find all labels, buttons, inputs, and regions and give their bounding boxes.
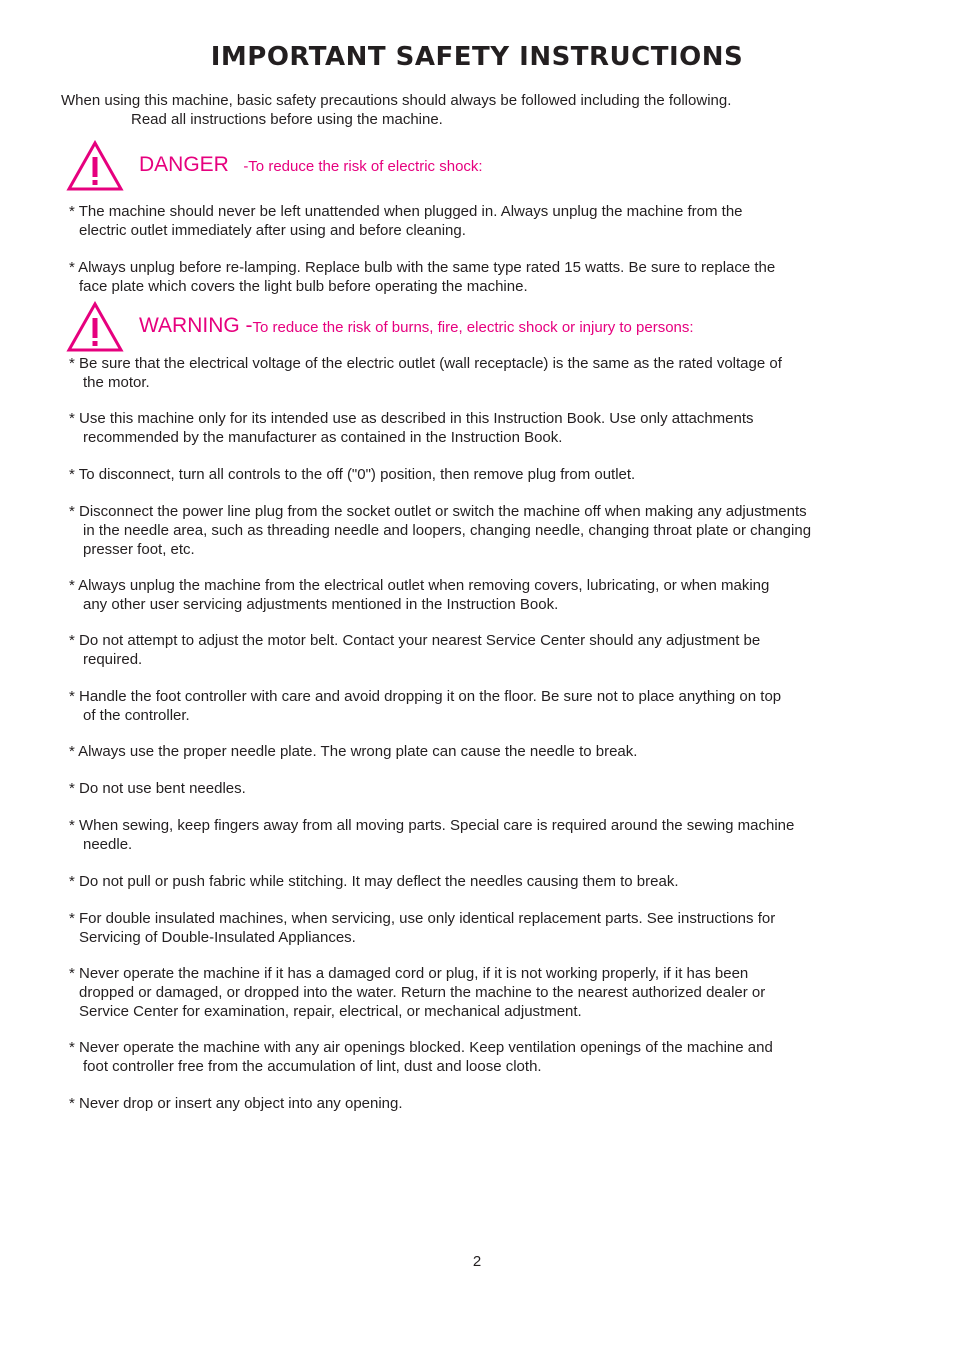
- warning-item: * For double insulated machines, when servicing, use only identical replacement parts. See instructions for Servicing of Double-Insulated Appliances.: [69, 910, 776, 946]
- warning-item: * Do not attempt to adjust the motor belt. Contact your nearest Service Center should any adjustment be required.: [69, 632, 761, 668]
- intro-line-1: When using this machine, basic safety precautions should always be followed including the following.: [61, 92, 732, 109]
- warning-item: * Never operate the machine if it has a damaged cord or plug, if it is not working properly, if it has been dropped or damaged, or dropped into the water. Return the machine to the nearest authorized dealer or Service Center for examination, repair, electrical, or mechanical adjustment.: [69, 965, 766, 1020]
- danger-subtitle: -To reduce the risk of electric shock:: [243, 158, 483, 175]
- warning-triangle-icon: [66, 301, 124, 353]
- danger-heading: [139, 153, 483, 177]
- warning-item: * Use this machine only for its intended use as described in this Instruction Book. Use only attachments recommended by the manufacturer as contained in the Instruction Book.: [69, 410, 754, 446]
- danger-item: * Always unplug before re-lamping. Replace bulb with the same type rated 15 watts. Be sure to replace the face plate which covers the light bulb before operating the machine.: [69, 259, 776, 295]
- warning-item: * Be sure that the electrical voltage of the electric outlet (wall receptacle) is the same as the rated voltage of the motor.: [69, 355, 782, 391]
- danger-label: DANGER: [139, 153, 229, 176]
- intro-line-2: Read all instructions before using the machine.: [131, 111, 443, 128]
- warning-item: * Do not pull or push fabric while stitching. It may deflect the needles causing them to break.: [69, 873, 679, 890]
- warning-item: * Disconnect the power line plug from the socket outlet or switch the machine off when making any adjustments in the needle area, such as threading needle and loopers, changing needle, changing throat plate or changing presser foot, etc.: [69, 503, 812, 558]
- warning-item: * Handle the foot controller with care and avoid dropping it on the floor. Be sure not to place anything on top of the controller.: [69, 688, 782, 724]
- warning-item: * Do not use bent needles.: [69, 780, 246, 797]
- page-number: 2: [472, 1253, 482, 1270]
- page-title: IMPORTANT SAFETY INSTRUCTIONS: [210, 42, 744, 72]
- danger-item: * The machine should never be left unattended when plugged in. Always unplug the machine from the electric outlet immediately after using and before cleaning.: [69, 203, 743, 239]
- warning-item: * Always use the proper needle plate. The wrong plate can cause the needle to break.: [69, 743, 638, 760]
- warning-item: * Never drop or insert any object into any opening.: [69, 1095, 403, 1112]
- warning-label: WARNING -: [139, 314, 253, 337]
- warning-item: * Never operate the machine with any air openings blocked. Keep ventilation openings of the machine and foot controller free from the accumulation of lint, dust and loose cloth.: [69, 1039, 773, 1075]
- danger-warning-triangle-icon: [66, 140, 124, 192]
- warning-item: * Always unplug the machine from the electrical outlet when removing covers, lubricating, or when making any other user servicing adjustments mentioned in the Instruction Book.: [69, 577, 770, 613]
- warning-item: * When sewing, keep fingers away from all moving parts. Special care is required around the sewing machine needle.: [69, 817, 795, 853]
- warning-subtitle: To reduce the risk of burns, fire, electric shock or injury to persons:: [252, 319, 694, 336]
- warning-heading: [139, 314, 694, 338]
- warning-item: * To disconnect, turn all controls to the off ("0") position, then remove plug from outlet.: [69, 466, 636, 483]
